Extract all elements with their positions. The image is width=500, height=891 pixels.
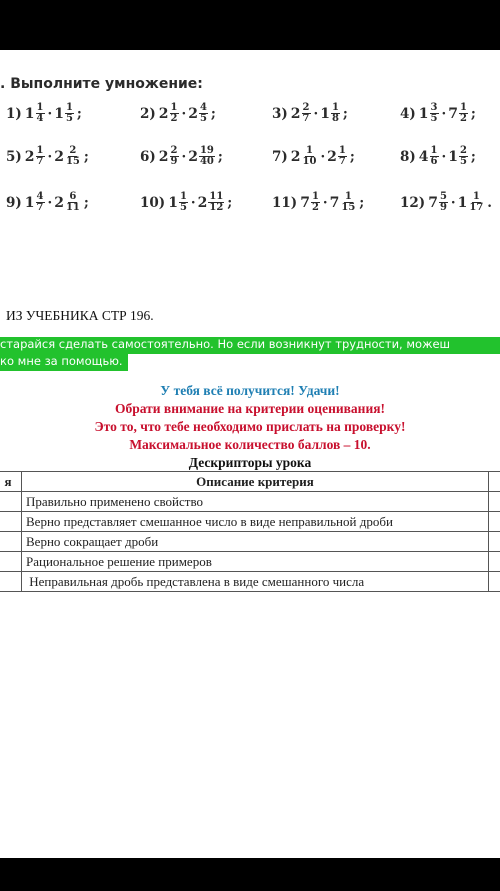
numerator: 6 <box>69 191 77 202</box>
fraction <box>338 146 347 167</box>
table-cell-criterion: Рациональное решение примеров <box>22 552 489 572</box>
denominator: 2 <box>170 113 178 124</box>
table-header-row <box>0 472 500 492</box>
problem-number: 7) <box>272 148 288 165</box>
whole-part: 1 <box>320 105 330 122</box>
problem <box>272 103 348 124</box>
second-factor <box>54 146 82 167</box>
multiply-dot: · <box>441 105 447 122</box>
bottom-black-band <box>0 858 500 891</box>
whole-part: 2 <box>290 105 301 122</box>
whole-part: 1 <box>418 105 429 122</box>
problem-terminator: ; <box>76 105 82 122</box>
problem-terminator: ; <box>217 148 223 165</box>
fraction <box>170 146 179 167</box>
numerator: 1 <box>36 102 44 113</box>
problem <box>140 192 232 213</box>
numerator: 1 <box>179 191 187 202</box>
whole-part: 2 <box>290 148 301 165</box>
denominator: 7 <box>36 202 44 213</box>
table-row <box>0 572 500 592</box>
problem-number: 5) <box>6 148 22 165</box>
problem-terminator: ; <box>349 148 355 165</box>
problem <box>272 192 364 213</box>
fraction <box>36 192 45 213</box>
first-factor <box>159 103 180 124</box>
second-factor <box>458 192 486 213</box>
whole-part: 2 <box>158 148 169 165</box>
multiply-dot: · <box>322 194 328 211</box>
first-factor <box>419 146 440 167</box>
whole-part: 2 <box>54 148 64 165</box>
numerator: 1 <box>430 145 438 156</box>
table-row <box>0 492 500 512</box>
problem-terminator: ; <box>83 194 89 211</box>
multiply-dot: · <box>441 148 447 165</box>
numerator: 4 <box>36 191 44 202</box>
numerator: 1 <box>311 191 319 202</box>
send-note: Это то, что тебе необходимо прислать на проверку! <box>94 419 406 434</box>
fraction <box>36 103 45 124</box>
fraction <box>459 146 468 167</box>
problem-number: 1) <box>6 105 22 122</box>
numerator: 1 <box>459 102 467 113</box>
denominator: 15 <box>65 156 80 167</box>
denominator: 15 <box>341 202 356 213</box>
numerator: 1 <box>36 145 44 156</box>
numerator: 2 <box>69 145 77 156</box>
table-header-description: Описание критерия <box>22 472 489 492</box>
problem-terminator: ; <box>342 105 348 122</box>
problem-terminator: ; <box>470 148 476 165</box>
denominator: 7 <box>36 156 44 167</box>
second-factor <box>448 103 469 124</box>
problem <box>400 192 492 213</box>
denominator: 5 <box>459 156 467 167</box>
fraction <box>430 146 439 167</box>
luck-message: У тебя всё получится! Удачи! <box>160 383 340 398</box>
fraction <box>208 192 224 213</box>
problem-number: 10) <box>140 194 166 211</box>
multiply-dot: · <box>190 194 196 211</box>
first-factor <box>168 192 189 213</box>
table-cell-criterion: Верно сокращает дроби <box>22 532 489 552</box>
whole-part: 7 <box>448 105 458 122</box>
fraction <box>36 146 45 167</box>
whole-part: 4 <box>418 148 429 165</box>
whole-part: 1 <box>24 105 35 122</box>
whole-part: 7 <box>428 194 438 211</box>
first-factor <box>25 146 46 167</box>
denominator: 8 <box>331 113 339 124</box>
whole-part: 2 <box>158 105 169 122</box>
problem-terminator: ; <box>83 148 89 165</box>
numerator: 1 <box>170 102 178 113</box>
fraction <box>340 192 356 213</box>
fraction <box>468 192 484 213</box>
denominator: 10 <box>302 156 317 167</box>
problem <box>140 146 223 167</box>
numerator: 1 <box>331 102 339 113</box>
first-factor <box>291 103 312 124</box>
second-factor <box>54 103 75 124</box>
whole-part: 2 <box>197 194 208 211</box>
fraction <box>199 146 215 167</box>
multiply-dot: · <box>47 148 53 165</box>
numerator: 1 <box>344 191 352 202</box>
table-header-col0: я <box>0 472 22 492</box>
second-factor <box>54 192 82 213</box>
numerator: 1 <box>338 145 346 156</box>
problem <box>6 103 82 124</box>
second-factor <box>188 103 209 124</box>
denominator: 7 <box>338 156 346 167</box>
multiply-dot: · <box>450 194 456 211</box>
multiply-dot: · <box>320 148 326 165</box>
whole-part: 7 <box>300 194 310 211</box>
first-factor <box>159 146 180 167</box>
multiply-dot: · <box>47 105 53 122</box>
first-factor <box>419 103 440 124</box>
whole-part: 1 <box>168 194 178 211</box>
multiply-dot: · <box>47 194 53 211</box>
fraction <box>311 192 320 213</box>
problem <box>400 146 476 167</box>
problem-number: 3) <box>272 105 288 122</box>
first-factor <box>291 146 319 167</box>
problem-terminator: ; <box>210 105 216 122</box>
denominator: 9 <box>170 156 178 167</box>
problem <box>140 103 216 124</box>
problem <box>400 103 476 124</box>
denominator: 2 <box>459 113 467 124</box>
problem-terminator: ; <box>227 194 233 211</box>
denominator: 11 <box>65 202 80 213</box>
numerator: 19 <box>199 145 214 156</box>
first-factor <box>25 103 46 124</box>
whole-part: 1 <box>54 105 64 122</box>
problem-number: 12) <box>400 194 426 211</box>
table-cell-criterion: Правильно применено свойство <box>22 492 489 512</box>
problem-number: 8) <box>400 148 416 165</box>
exercise-title: . Выполните умножение: <box>0 76 203 92</box>
denominator: 9 <box>439 202 447 213</box>
denominator: 2 <box>311 202 319 213</box>
numerator: 1 <box>472 191 480 202</box>
denominator: 5 <box>179 202 187 213</box>
highlight-line-2: ко мне за помощью. <box>0 354 128 371</box>
second-factor <box>330 192 358 213</box>
problem-number: 9) <box>6 194 22 211</box>
table-row <box>0 512 500 532</box>
denominator: 5 <box>199 113 207 124</box>
problem-number: 6) <box>140 148 156 165</box>
numerator: 11 <box>209 191 224 202</box>
whole-part: 2 <box>24 148 35 165</box>
problem-terminator: ; <box>470 105 476 122</box>
whole-part: 1 <box>457 194 468 211</box>
problem <box>6 146 89 167</box>
whole-part: 1 <box>448 148 458 165</box>
problem-terminator: . <box>487 194 492 211</box>
textbook-reference: ИЗ УЧЕБНИКА СТР 196. <box>6 308 154 323</box>
fraction <box>65 146 81 167</box>
numerator: 5 <box>439 191 447 202</box>
fraction <box>65 192 81 213</box>
second-factor <box>327 146 348 167</box>
first-factor <box>25 192 46 213</box>
problem-terminator: ; <box>359 194 365 211</box>
denominator: 6 <box>430 156 438 167</box>
numerator: 1 <box>65 102 73 113</box>
fraction <box>459 103 468 124</box>
second-factor <box>198 192 226 213</box>
denominator: 40 <box>199 156 214 167</box>
numerator: 1 <box>306 145 313 156</box>
fraction <box>170 103 179 124</box>
fraction <box>199 103 208 124</box>
second-factor <box>448 146 469 167</box>
whole-part: 1 <box>24 194 35 211</box>
denominator: 12 <box>209 202 224 213</box>
denominator: 17 <box>469 202 484 213</box>
descriptors-title: Дескрипторы урока <box>188 455 312 470</box>
whole-part: 2 <box>188 105 198 122</box>
numerator: 4 <box>199 102 207 113</box>
max-points-note: Максимальное количество баллов – 10. <box>129 437 371 452</box>
table-cell-criterion: Верно представляет смешанное число в виде неправильной дроби <box>22 512 489 532</box>
whole-part: 2 <box>188 148 198 165</box>
fraction <box>439 192 448 213</box>
table-cell-criterion: Неправильная дробь представлена в виде смешанного числа <box>22 572 489 592</box>
fraction <box>302 146 318 167</box>
numerator: 3 <box>430 102 438 113</box>
fraction <box>65 103 74 124</box>
problem-number: 11) <box>272 194 298 211</box>
second-factor <box>320 103 341 124</box>
problem <box>6 192 89 213</box>
first-factor <box>428 192 449 213</box>
multiply-dot: · <box>181 105 187 122</box>
denominator: 5 <box>65 113 73 124</box>
fraction <box>302 103 311 124</box>
problem <box>272 146 355 167</box>
table-row <box>0 532 500 552</box>
criteria-note: Обрати внимание на критерии оценивания! <box>114 401 386 416</box>
table-header-col2 <box>489 472 500 492</box>
table-row <box>0 552 500 572</box>
highlight-line-1: старайся сделать самостоятельно. Но если возникнут трудности, можеш <box>0 337 500 354</box>
denominator: 5 <box>430 113 438 124</box>
multiply-dot: · <box>181 148 187 165</box>
problem-number: 2) <box>140 105 156 122</box>
whole-part: 7 <box>329 194 340 211</box>
multiply-dot: · <box>313 105 319 122</box>
numerator: 2 <box>459 145 467 156</box>
whole-part: 2 <box>54 194 64 211</box>
fraction <box>430 103 439 124</box>
top-black-band <box>0 0 500 50</box>
criteria-table <box>0 471 500 592</box>
numerator: 2 <box>302 102 310 113</box>
denominator: 7 <box>302 113 310 124</box>
numerator: 2 <box>170 145 178 156</box>
denominator: 4 <box>36 113 44 124</box>
whole-part: 2 <box>327 148 337 165</box>
first-factor <box>300 192 321 213</box>
second-factor <box>188 146 216 167</box>
problem-number: 4) <box>400 105 416 122</box>
fraction <box>179 192 188 213</box>
fraction <box>331 103 340 124</box>
